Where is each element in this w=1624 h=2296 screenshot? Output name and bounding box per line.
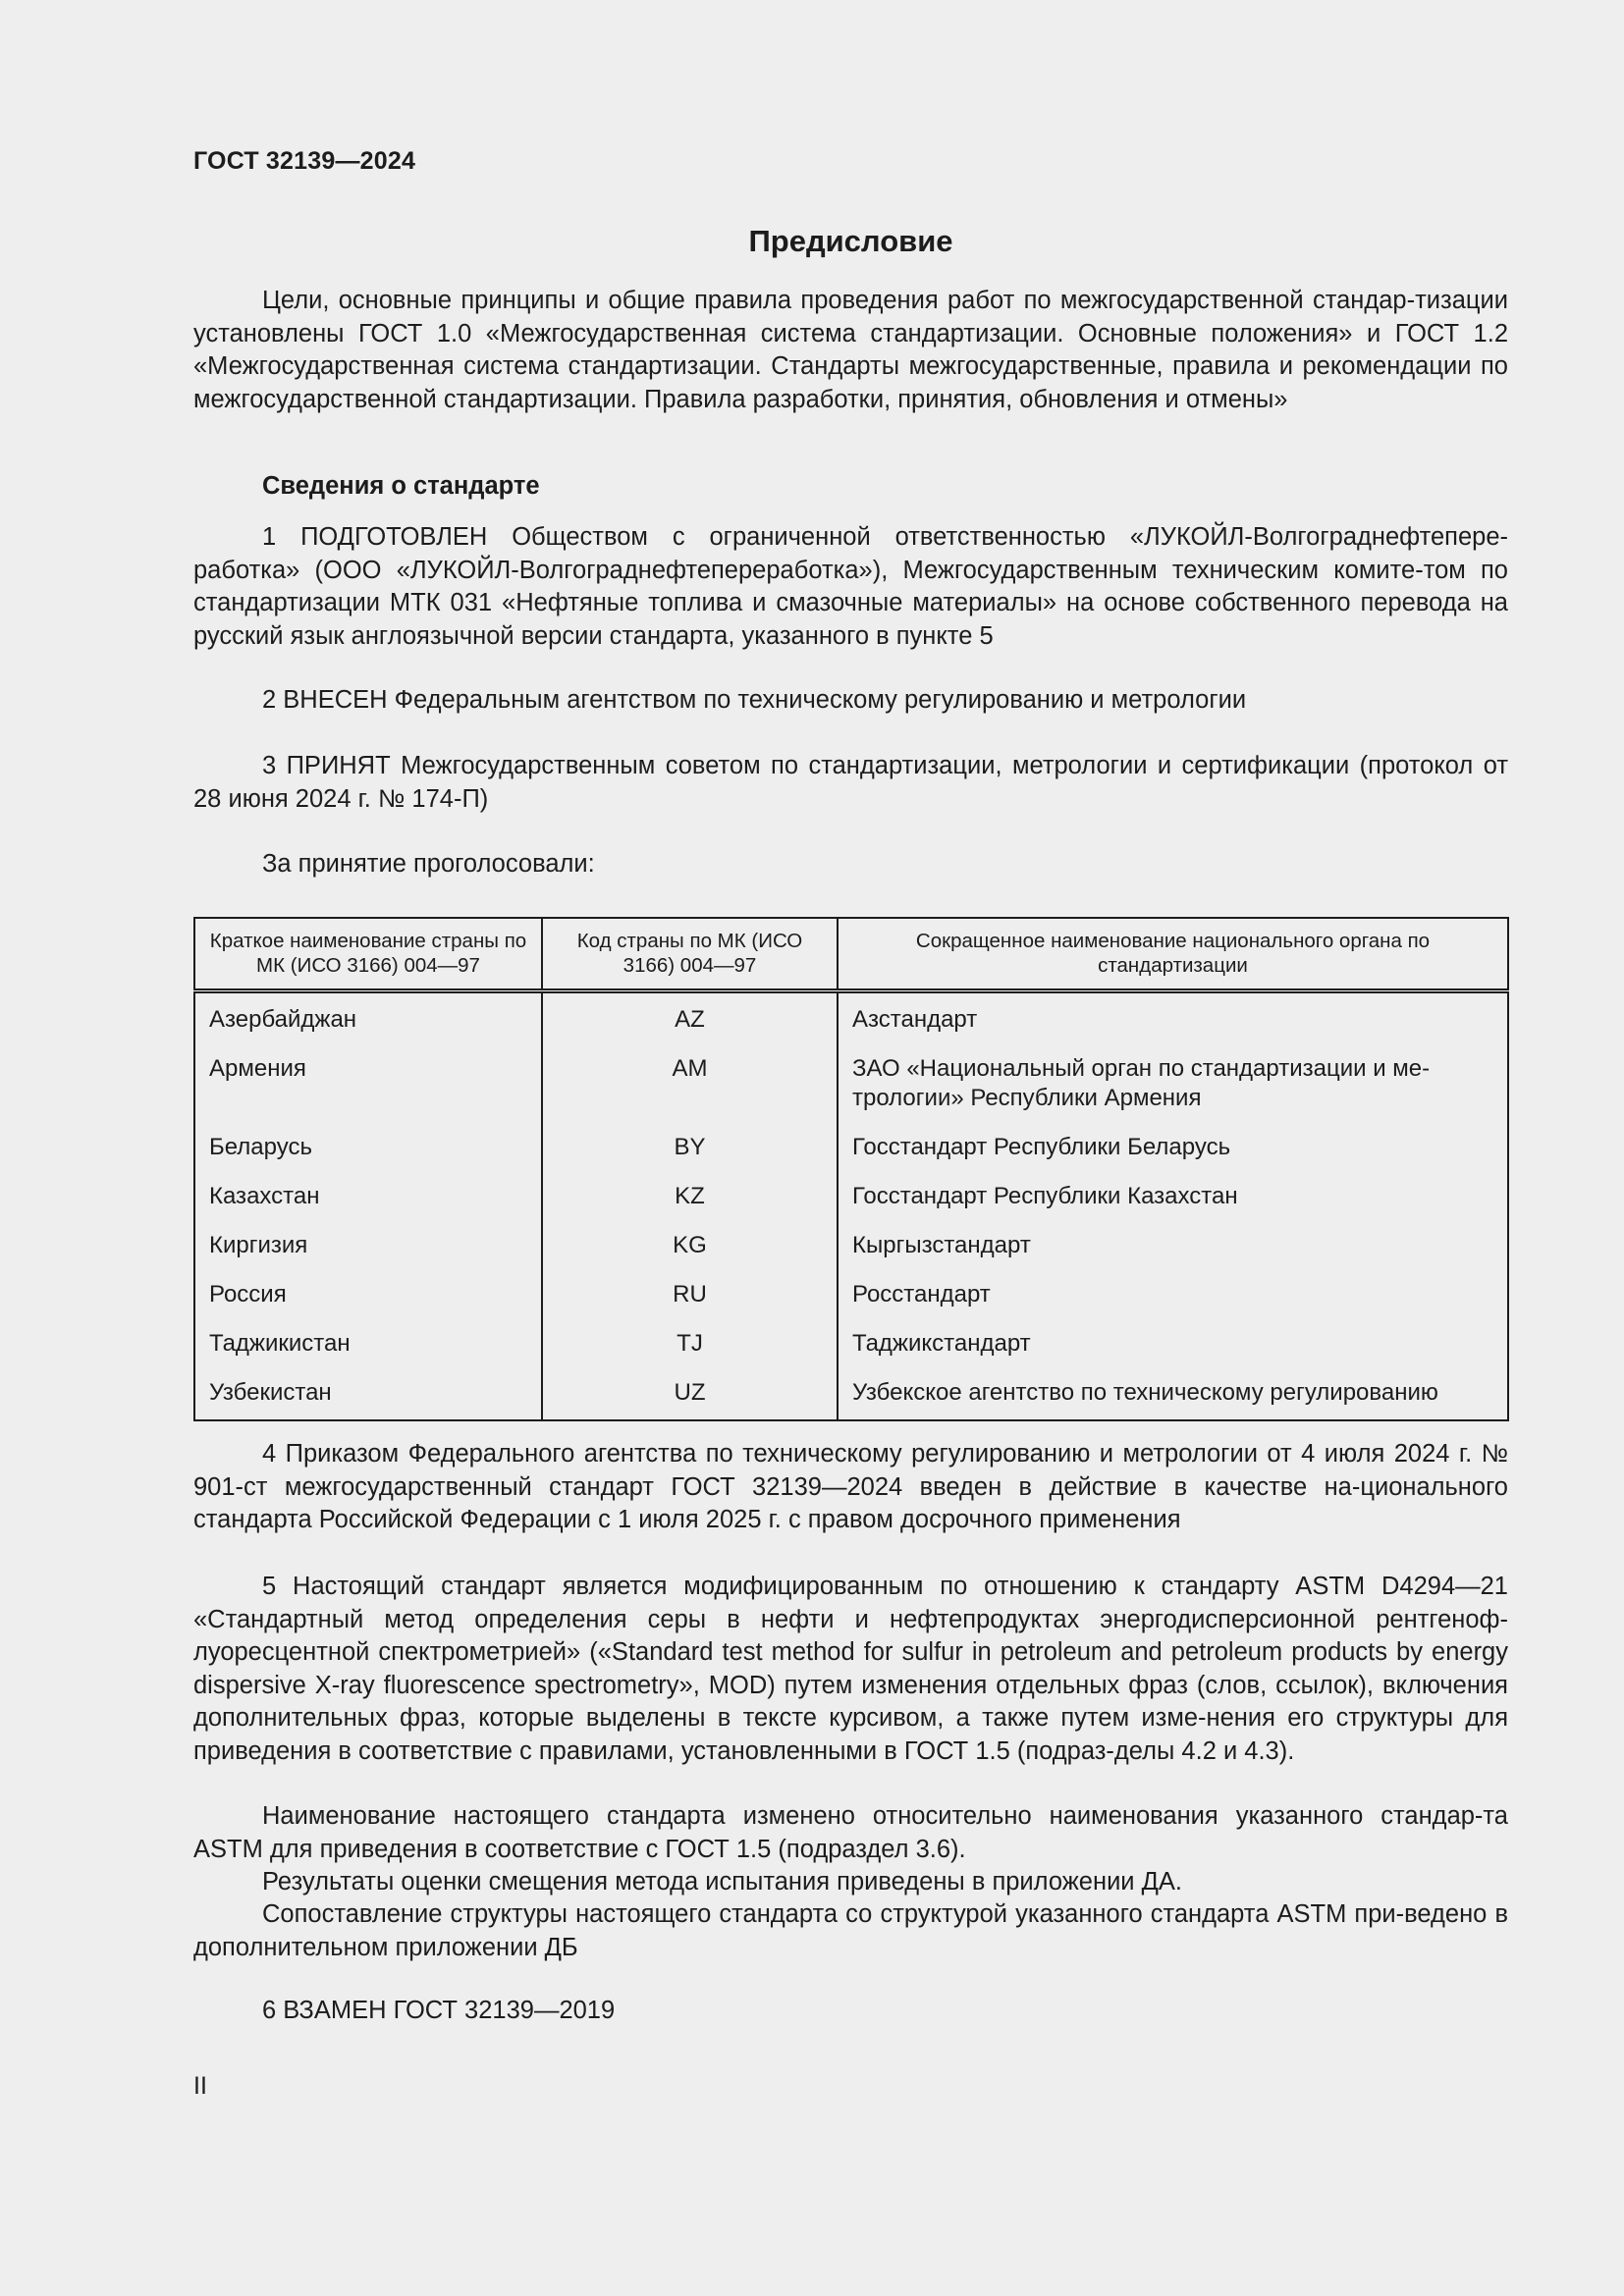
country-cell: Киргизия	[194, 1223, 542, 1272]
table-row	[194, 991, 1508, 1047]
table-row	[194, 1321, 1508, 1370]
table-row	[194, 1174, 1508, 1223]
country-cell: Казахстан	[194, 1174, 542, 1223]
item-5-structure-paragraph: Сопоставление структуры настоящего стандарта со структурой указанного стандарта ASTM при-ведено в дополнительном приложении ДБ	[193, 1900, 1508, 1961]
country-cell: Армения	[194, 1046, 542, 1125]
section-heading: Сведения о стандарте	[262, 472, 540, 500]
country-cell: Россия	[194, 1272, 542, 1321]
item-5-paragraph: 5 Настоящий стандарт является модифицированным по отношению к стандарту ASTM D4294—21 «Стандартный метод определения серы в нефти и нефтепродуктах энергодисперсионной рентгеноф-луоресцентной спектрометрией» («Standard test method for sulfur in petroleum and petroleum products by energy dispersive X-ray fluorescence spectrometry», MOD) путем изменения отдельных фраз (слов, ссылок), включения дополнительных фраз, которые выделены в тексте курсивом, а также путем изме-нения его структуры для приведения в соответствие с правилами, установленными в ГОСТ 1.5 (подраз-делы 4.2 и 4.3).	[193, 1573, 1508, 1765]
table-row	[194, 1125, 1508, 1174]
agency-cell: Узбекское агентство по техническому регулированию	[838, 1370, 1508, 1420]
item-5-bias-paragraph: Результаты оценки смещения метода испытания приведены в приложении ДА.	[262, 1868, 1183, 1896]
item-1-paragraph: 1 ПОДГОТОВЛЕН Обществом с ограниченной ответственностью «ЛУКОЙЛ-Волгограднефтепере-работка» (ООО «ЛУКОЙЛ-Волгограднефтепереработка»), Межгосударственным техническим комите-том по стандартизации МТК 031 «Нефтяные топлива и смазочные материалы» на основе собственного перевода на русский язык англоязычной версии стандарта, указанного в пункте 5	[193, 523, 1508, 650]
page-number: II	[193, 2072, 207, 2100]
code-cell: AM	[542, 1046, 838, 1125]
item-2-paragraph: 2 ВНЕСЕН Федеральным агентством по техническому регулированию и метрологии	[262, 686, 1247, 714]
country-cell: Азербайджан	[194, 991, 542, 1047]
agency-cell: Азстандарт	[838, 991, 1508, 1047]
table-header-country: Краткое наименование страны по МК (ИСО 3166) 004—97	[194, 918, 542, 991]
intro-paragraph: Цели, основные принципы и общие правила проведения работ по межгосударственной стандар-тизации установлены ГОСТ 1.0 «Межгосударственная система стандартизации. Основные положения» и ГОСТ 1.2 «Межгосударственная система стандартизации. Стандарты межгосударственные, правила и рекомендации по межгосударственной стандартизации. Правила разработки, принятия, обновления и отмены»	[193, 287, 1508, 413]
agency-cell: Госстандарт Республики Беларусь	[838, 1125, 1508, 1174]
table-row	[194, 1272, 1508, 1321]
table-row	[194, 1223, 1508, 1272]
country-cell: Беларусь	[194, 1125, 542, 1174]
code-cell: TJ	[542, 1321, 838, 1370]
document-id: ГОСТ 32139—2024	[193, 147, 416, 175]
table-header-code: Код страны по МК (ИСО 3166) 004—97	[542, 918, 838, 991]
item-3-paragraph: 3 ПРИНЯТ Межгосударственным советом по стандартизации, метрологии и сертификации (протокол от 28 июня 2024 г. № 174-П)	[193, 752, 1508, 813]
agency-cell: Кыргызстандарт	[838, 1223, 1508, 1272]
code-cell: UZ	[542, 1370, 838, 1420]
table-row	[194, 1046, 1508, 1125]
agency-cell: Таджикстандарт	[838, 1321, 1508, 1370]
item-4-paragraph: 4 Приказом Федерального агентства по техническому регулированию и метрологии от 4 июля 2024 г. № 901-ст межгосударственный стандарт ГОСТ 32139—2024 введен в действие в качестве на-ционального стандарта Российской Федерации с 1 июля 2025 г. с правом досрочного применения	[193, 1440, 1508, 1533]
item-6-paragraph: 6 ВЗАМЕН ГОСТ 32139—2019	[262, 1997, 616, 2024]
page-title: Предисловие	[748, 224, 953, 258]
table-row	[194, 1370, 1508, 1420]
voting-table	[193, 917, 1509, 1421]
code-cell: KG	[542, 1223, 838, 1272]
code-cell: BY	[542, 1125, 838, 1174]
table-header-agency: Сокращенное наименование национального органа по стандартизации	[838, 918, 1508, 991]
agency-cell: Госстандарт Республики Казахстан	[838, 1174, 1508, 1223]
agency-cell: ЗАО «Национальный орган по стандартизации и ме-трологии» Республики Армения	[838, 1046, 1508, 1125]
agency-cell: Росстандарт	[838, 1272, 1508, 1321]
item-5-naming-paragraph: Наименование настоящего стандарта изменено относительно наименования указанного стандар-та ASTM для приведения в соответствие с ГОСТ 1.5 (подраздел 3.6).	[193, 1802, 1508, 1863]
code-cell: KZ	[542, 1174, 838, 1223]
code-cell: RU	[542, 1272, 838, 1321]
country-cell: Таджикистан	[194, 1321, 542, 1370]
table-header-row	[194, 918, 1508, 991]
country-cell: Узбекистан	[194, 1370, 542, 1420]
voted-label: За принятие проголосовали:	[262, 850, 595, 878]
code-cell: AZ	[542, 991, 838, 1047]
